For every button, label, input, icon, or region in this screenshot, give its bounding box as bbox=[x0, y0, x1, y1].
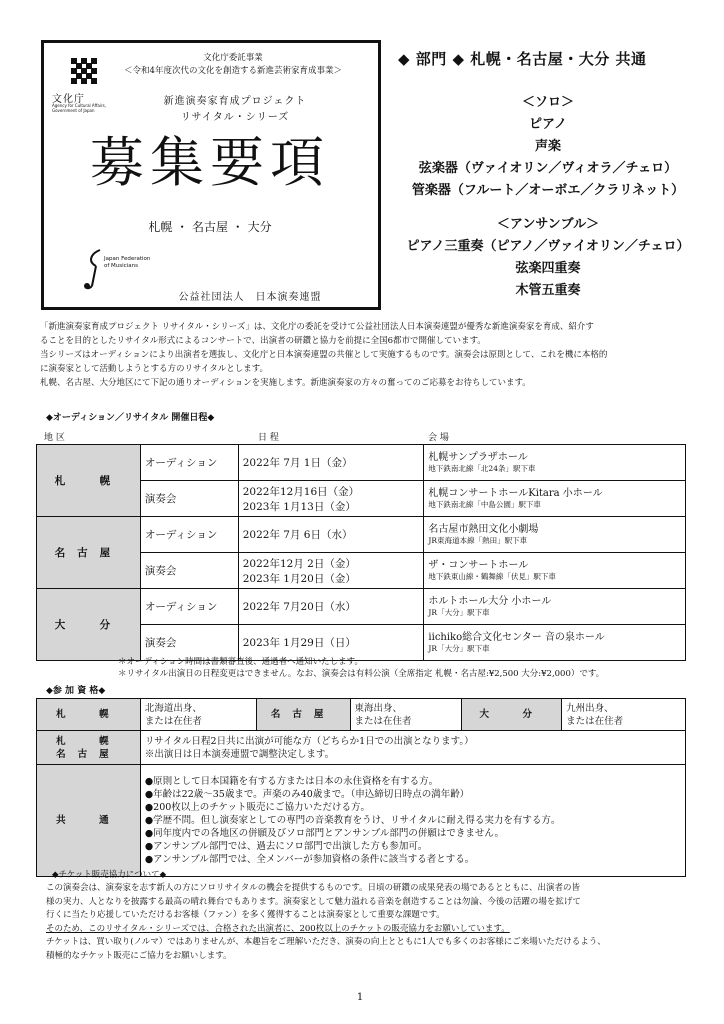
date-line: 2022年12月 2日（金） bbox=[242, 557, 356, 570]
area-cell bbox=[37, 731, 141, 765]
qual-line: 北海道出身、 bbox=[144, 702, 202, 714]
ensemble-item: ピアノ三重奏（ピアノ／ヴァイオリン／チェロ） bbox=[406, 239, 690, 254]
qual-line: 東海出身、 bbox=[354, 702, 403, 714]
date-cell: 2022年 7月 6日（水） bbox=[238, 517, 424, 553]
solo-section bbox=[388, 92, 708, 202]
date-cell: 2022年 7月20日（水） bbox=[238, 589, 424, 625]
intro-line: 当シリーズはオーディションにより出演者を選抜し、文化庁と日本演奏連盟の共催として実施するものです。演奏会は原則として、これを機に本格的 bbox=[40, 350, 608, 360]
departments-heading: ◆ 部門 ◆ 札幌・名古屋・大分 共通 bbox=[398, 50, 647, 68]
qual-item: ●学歴不問。但し演奏家としての専門の音楽教育をうけ、リサイタルに耐え得る実力を有する方。 bbox=[144, 815, 561, 826]
venue-name: ザ・コンサートホール bbox=[428, 559, 529, 571]
date-line: 2023年 1月20日（金） bbox=[242, 572, 356, 585]
intro-line: 「新進演奏家育成プロジェクト リサイタル・シリーズ」は、文化庁の委託を受けて公益社団法人日本演奏連盟が優秀な新進演奏家を育成、紹介す bbox=[40, 322, 594, 332]
ticket-underlined: そのため、このリサイタル・シリーズでは、合格された出演者に、200枚以上のチケットの販売協力をお願いしています。 bbox=[46, 923, 510, 934]
venue-name: ホルトホール大分 小ホール bbox=[428, 595, 552, 607]
qual-line: ※出演日は日本演奏連盟で調整決定します。 bbox=[144, 748, 335, 760]
area-cell: 共 通 bbox=[37, 765, 141, 877]
type-cell: オーディション bbox=[140, 445, 238, 481]
venue-cell bbox=[424, 481, 686, 517]
date-cell bbox=[238, 553, 424, 589]
qual-line: リサイタル日程2日共に出演が可能な方（どちらか1日での出演となります。） bbox=[144, 735, 474, 747]
ticket-heading: ◆チケット販売協力について◆ bbox=[52, 870, 167, 880]
table-row bbox=[37, 589, 686, 625]
qualification-table bbox=[36, 698, 686, 877]
page-number: 1 bbox=[356, 992, 364, 1003]
venue-cell bbox=[424, 553, 686, 589]
col-area: 地 区 bbox=[44, 433, 65, 443]
venue-name: iichiko総合文化センター 音の泉ホール bbox=[428, 631, 605, 643]
sponsor-line: 文化庁委託事業 bbox=[203, 53, 263, 63]
ensemble-item: 木管五重奏 bbox=[515, 283, 581, 298]
venue-name: 札幌サンプラザホール bbox=[428, 451, 528, 463]
intro-line: 札幌、名古屋、大分地区にて下記の通りオーディションを実施します。新進演奏家の方々の奮ってのご応募をお待ちしています。 bbox=[40, 378, 531, 388]
venue-cell bbox=[424, 517, 686, 553]
series-name: リサイタル・シリーズ bbox=[180, 112, 290, 123]
venue-cell bbox=[424, 625, 686, 661]
area-cell: 名古屋 bbox=[37, 517, 141, 589]
qual-cell bbox=[350, 699, 462, 731]
ensemble-item: 弦楽四重奏 bbox=[515, 261, 581, 276]
area-cell: 大 分 bbox=[462, 699, 562, 731]
solo-label: ＜ソロ＞ bbox=[521, 95, 574, 110]
schedule-note: ＊リサイタル出演日の日程変更はできません。なお、演奏会は有料公演（全席指定 札幌・名古屋:¥2,500 大分:¥2,000）です。 bbox=[118, 669, 605, 679]
area-line: 札 幌 bbox=[56, 735, 121, 747]
table-row bbox=[37, 731, 686, 765]
qual-line: または在住者 bbox=[566, 715, 624, 727]
project-subtitle bbox=[100, 94, 370, 126]
ticket-line: 行くに当たり応援していただけるお客様（ファン）を多く獲得することは演奏家として重要な課題です。 bbox=[46, 910, 445, 920]
project-name: 新進演奏家育成プロジェクト bbox=[163, 96, 307, 107]
date-cell: 2022年 7月 1日（金） bbox=[238, 445, 424, 481]
venue-access: 地下鉄東山線・鶴舞線「伏見」駅下車 bbox=[428, 571, 556, 581]
type-cell: オーディション bbox=[140, 589, 238, 625]
schedule-heading: ◆オーディション／リサイタル 開催日程◆ bbox=[46, 413, 215, 423]
qual-cell bbox=[562, 699, 686, 731]
table-row bbox=[37, 699, 686, 731]
sponsor-text bbox=[98, 52, 368, 78]
ticket-line: チケットは、買い取り(ノルマ）ではありませんが、本趣旨をご理解いただき、演奏の向上とともに1人でも多くのお客様にご来場いただけるよう、 bbox=[46, 937, 606, 947]
ticket-line: この演奏会は、演奏家を志す新人の方にソロリサイタルの機会を提供するものです。日頃の研鑽の成果発表の場であるとともに、出演者の皆 bbox=[46, 883, 581, 893]
ticket-line: 様の実力、人となりを披露する最高の晴れ舞台でもあります。演奏家として魅力溢れる音楽を創造することは勿論、今後の活躍の場を拡げて bbox=[46, 896, 581, 907]
area-cell: 札 幌 bbox=[37, 699, 141, 731]
agency-logo-text: 文化庁 bbox=[52, 94, 85, 105]
organizer-name: 公益社団法人 日本演奏連盟 bbox=[178, 292, 322, 303]
qual-cell bbox=[140, 765, 685, 877]
type-cell: 演奏会 bbox=[140, 481, 238, 517]
qual-line: または在住者 bbox=[144, 715, 202, 727]
qual-cell bbox=[140, 699, 256, 731]
qualification-heading: ◆参 加 資 格◆ bbox=[46, 686, 106, 696]
venue-access: JR「大分」駅下車 bbox=[428, 607, 490, 617]
solo-item: 声楽 bbox=[534, 139, 561, 154]
ensemble-label: ＜アンサンブル＞ bbox=[496, 217, 600, 232]
date-line: 2022年12月16日（金） bbox=[242, 485, 360, 498]
solo-item: 弦楽器（ヴァイオリン／ヴィオラ／チェロ） bbox=[418, 161, 678, 176]
solo-item: ピアノ bbox=[529, 117, 567, 132]
type-cell: 演奏会 bbox=[140, 625, 238, 661]
intro-line: ることを目的としたリサイタル形式によるコンサートで、出演者の研鑽と協力を前提に全国6都市で開催しています。 bbox=[40, 336, 486, 346]
solo-item: 管楽器（フルート／オーボエ／クラリネット） bbox=[411, 183, 685, 198]
qual-cell bbox=[140, 731, 685, 765]
agency-logo-en: Agency for Cultural Affairs, Government of Japan bbox=[52, 103, 106, 113]
qual-line: 九州出身、 bbox=[566, 702, 614, 714]
venue-name: 名古屋市熱田文化小劇場 bbox=[428, 523, 539, 535]
area-line: 名古屋 bbox=[56, 748, 121, 760]
qual-line: または在住者 bbox=[354, 715, 412, 727]
qual-item: ●同年度内での各地区の併願及びソロ部門とアンサンブル部門の併願はできません。 bbox=[144, 828, 505, 839]
type-cell: オーディション bbox=[140, 517, 238, 553]
page-title: 募集要項 bbox=[90, 131, 330, 194]
col-date: 日 程 bbox=[258, 433, 279, 443]
venue-access: JR東海道本線「熱田」駅下車 bbox=[428, 535, 528, 545]
venue-cell bbox=[424, 445, 686, 481]
intro-text bbox=[40, 320, 690, 390]
venue-access: 地下鉄南北線「北24条」駅下車 bbox=[428, 463, 536, 473]
schedule-note: ＊オーディション時間は書類審査後、通過者へ通知いたします。 bbox=[118, 657, 363, 667]
venue-name: 札幌コンサートホールKitara 小ホール bbox=[428, 487, 603, 499]
date-cell: 2023年 1月29日（日） bbox=[238, 625, 424, 661]
qual-item: ●アンサンブル部門では、全メンバーが参加資格の条件に該当する者とする。 bbox=[144, 854, 475, 865]
area-cell: 大 分 bbox=[37, 589, 141, 661]
col-venue: 会 場 bbox=[428, 433, 449, 443]
date-line: 2023年 1月13日（金） bbox=[242, 500, 356, 513]
schedule-table bbox=[36, 444, 686, 661]
date-cell bbox=[238, 481, 424, 517]
intro-line: に演奏家として活動しようとする方のリサイタルとします。 bbox=[40, 364, 269, 374]
ticket-line: 積極的なチケット販売にご協力をお願いします。 bbox=[46, 950, 232, 961]
qual-item: ●年齢は22歳～35歳まで。声楽のみ40歳まで。（申込締切日時点の満年齢） bbox=[144, 789, 470, 800]
federation-logo-icon bbox=[82, 246, 104, 294]
table-row bbox=[37, 765, 686, 877]
cities-text: 札幌 ・ 名古屋 ・ 大分 bbox=[148, 220, 272, 234]
agency-logo-icon bbox=[67, 54, 101, 88]
ensemble-section bbox=[388, 214, 708, 302]
area-cell: 名古屋 bbox=[256, 699, 350, 731]
venue-access: JR「大分」駅下車 bbox=[428, 643, 490, 653]
qual-item: ●原則として日本国籍を有する方または日本の永住資格を有する方。 bbox=[144, 776, 439, 787]
sponsor-line: ＜令和4年度次代の文化を創造する新進芸術家育成事業＞ bbox=[124, 66, 342, 76]
qual-item: ●アンサンブル部門では、過去にソロ部門で出演した方も参加可。 bbox=[144, 841, 428, 852]
table-row bbox=[37, 517, 686, 553]
venue-cell bbox=[424, 589, 686, 625]
type-cell: 演奏会 bbox=[140, 553, 238, 589]
qual-item: ●200枚以上のチケット販売にご協力いただける方。 bbox=[144, 802, 370, 813]
table-row bbox=[37, 445, 686, 481]
ticket-text bbox=[46, 882, 682, 963]
area-cell: 札 幌 bbox=[37, 445, 141, 517]
federation-logo-en: Japan Federation of Musicians bbox=[104, 256, 151, 269]
venue-access: 地下鉄南北線「中島公園」駅下車 bbox=[428, 499, 541, 509]
